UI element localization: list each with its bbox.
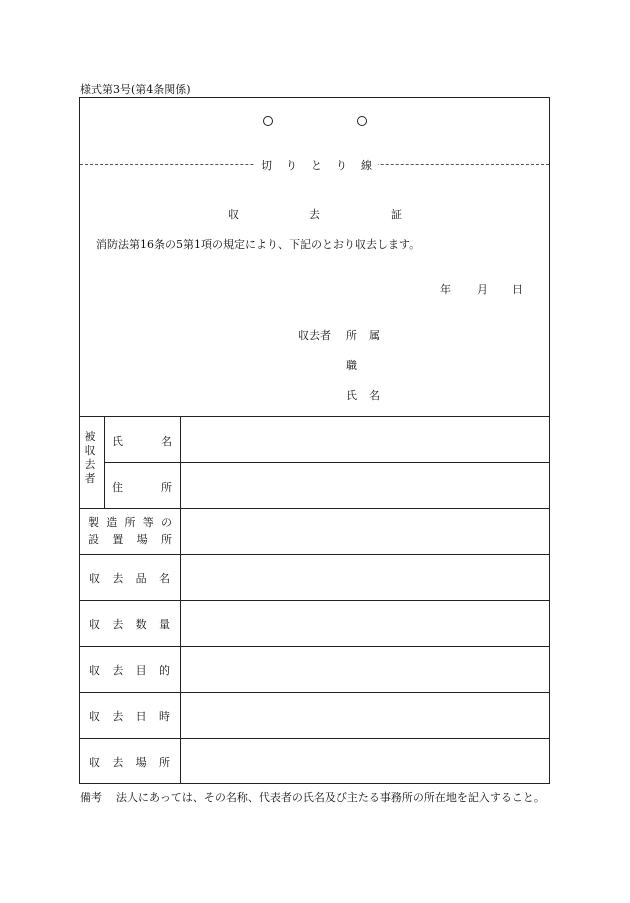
date-day: 日 (512, 283, 523, 296)
purpose-field[interactable] (181, 647, 549, 692)
quantity-field[interactable] (181, 601, 549, 646)
subject-address-field[interactable] (181, 463, 549, 508)
receipt-title-char-2: 去 (309, 208, 320, 221)
collector-name-1: 氏 (346, 389, 357, 402)
collector-position: 職 (346, 359, 357, 372)
place-field[interactable] (181, 739, 549, 783)
collector-affiliation-1: 所 (346, 329, 357, 342)
form-number: 様式第3号(第4条関係) (80, 83, 191, 96)
date-year: 年 (440, 283, 451, 296)
item-name-field[interactable] (181, 555, 549, 600)
note-prefix: 備考 (80, 791, 102, 804)
date-month: 月 (477, 283, 488, 296)
subject-heading-divider (104, 416, 105, 508)
facility-location-field[interactable] (181, 509, 549, 554)
punch-hole-right (357, 116, 367, 126)
collector-affiliation-2: 属 (369, 329, 380, 342)
row-label-purpose: 収 去 目 的 (89, 663, 170, 677)
row-label-place: 収 去 場 所 (89, 755, 170, 769)
datetime-field[interactable] (181, 693, 549, 738)
subject-address-label: 住 所 (112, 481, 172, 494)
note-text: 法人にあっては、その名称、代表者の氏名及び主たる事務所の所在地を記入すること。 (116, 791, 545, 804)
facility-location-label: 製 造 所 等 の 設 置 場 所 (88, 516, 172, 546)
subject-name-field[interactable] (181, 417, 549, 462)
receipt-statement: 消防法第16条の5第1項の規定により、下記のとおり収去します。 (96, 238, 421, 251)
subject-heading: 被 収 去 者 (84, 430, 96, 485)
subject-name-label: 氏 名 (112, 435, 172, 448)
collector-heading: 収去者 (298, 329, 331, 342)
cut-line-label: 切 り と り 線 (255, 157, 378, 173)
row-label-quantity: 収 去 数 量 (89, 617, 170, 631)
punch-hole-left (263, 116, 273, 126)
receipt-title-char-3: 証 (391, 208, 402, 221)
row-label-datetime: 収 去 日 時 (89, 709, 170, 723)
row-label-item-name: 収 去 品 名 (89, 571, 170, 585)
collector-name-2: 名 (369, 389, 380, 402)
receipt-title-char-1: 収 (228, 208, 239, 221)
